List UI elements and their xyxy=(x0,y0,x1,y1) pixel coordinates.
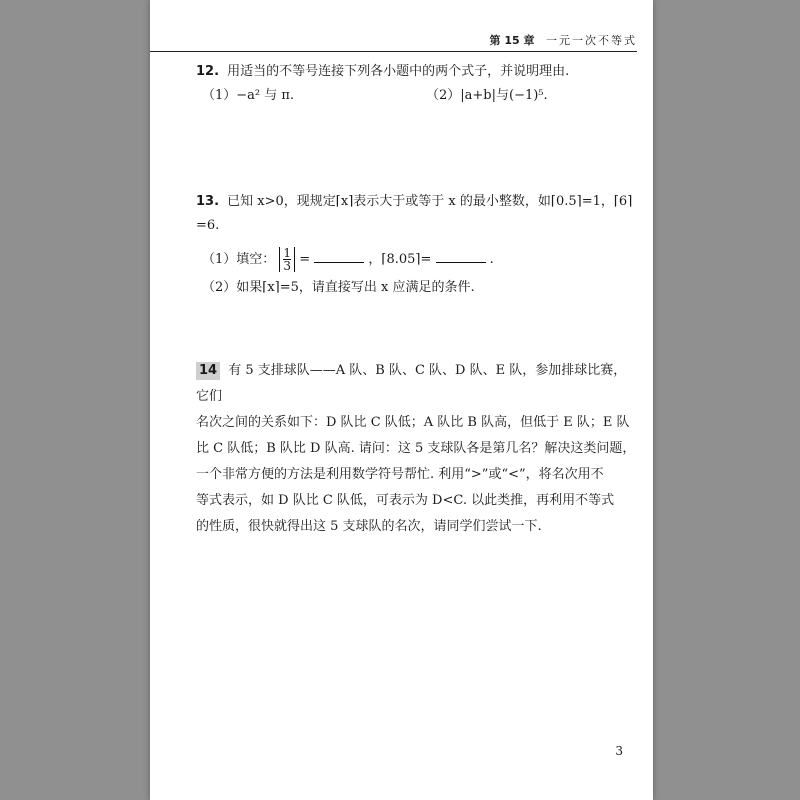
question-12 xyxy=(196,60,636,108)
subquestion-1 xyxy=(196,244,636,276)
chapter-title: 一元一次不等式 xyxy=(546,34,637,47)
subquestion-row xyxy=(196,84,636,108)
answer-blank-1[interactable] xyxy=(314,248,364,263)
question-number: 13. xyxy=(196,194,220,209)
question-13 xyxy=(196,190,636,300)
equals-sign: = xyxy=(299,252,311,267)
subquestion-2: （2）如果⌈x⌉=5，请直接写出 x 应满足的条件. xyxy=(202,280,475,295)
subquestion-prefix: （1）填空： xyxy=(202,252,276,267)
fraction-numerator: 1 xyxy=(283,246,292,260)
question-line: 等式表示，如 D 队比 C 队低，可表示为 D<C. 以此类推，再利用不等式 xyxy=(196,493,615,508)
chapter-label: 第 15 章 xyxy=(489,34,535,47)
page-number: 3 xyxy=(615,744,623,758)
subquestion-1: （1）−a² 与 π. xyxy=(202,88,295,103)
question-number: 12. xyxy=(196,64,220,79)
fraction-denominator: 3 xyxy=(283,259,292,273)
question-14 xyxy=(196,358,636,540)
subquestion-2: （2）|a+b|与(−1)⁵. xyxy=(426,88,548,103)
question-line: 一个非常方便的方法是利用数学符号帮忙. 利用“>”或“<”，将名次用不 xyxy=(196,467,604,482)
question-line: 比 C 队低；B 队比 D 队高. 请问：这 5 支球队各是第几名？解决这类问题， xyxy=(196,441,636,456)
answer-blank-2[interactable] xyxy=(436,248,486,263)
question-line: 的性质，很快就得出这 5 支球队的名次，请同学们尝试一下. xyxy=(196,519,542,534)
question-number-badge: 14 xyxy=(196,362,220,380)
subquestion-end: . xyxy=(489,252,494,267)
question-line: 名次之间的关系如下：D 队比 C 队低；A 队比 B 队高，但低于 E 队；E 队 xyxy=(196,415,630,430)
question-line: 有 5 支排球队——A 队、B 队、C 队、D 队、E 队，参加排球比赛，它们 xyxy=(196,363,627,404)
document-page xyxy=(150,0,653,800)
running-header xyxy=(150,32,637,52)
ceiling-fraction xyxy=(279,247,295,272)
question-text: 已知 x>0，现规定⌈x⌉表示大于或等于 x 的最小整数，如⌈0.5⌉=1，⌈6⌉=6. xyxy=(196,194,633,233)
question-text: 用适当的不等号连接下列各小题中的两个式子，并说明理由. xyxy=(227,64,570,79)
subquestion-mid: ，⌈8.05⌉= xyxy=(368,252,432,267)
